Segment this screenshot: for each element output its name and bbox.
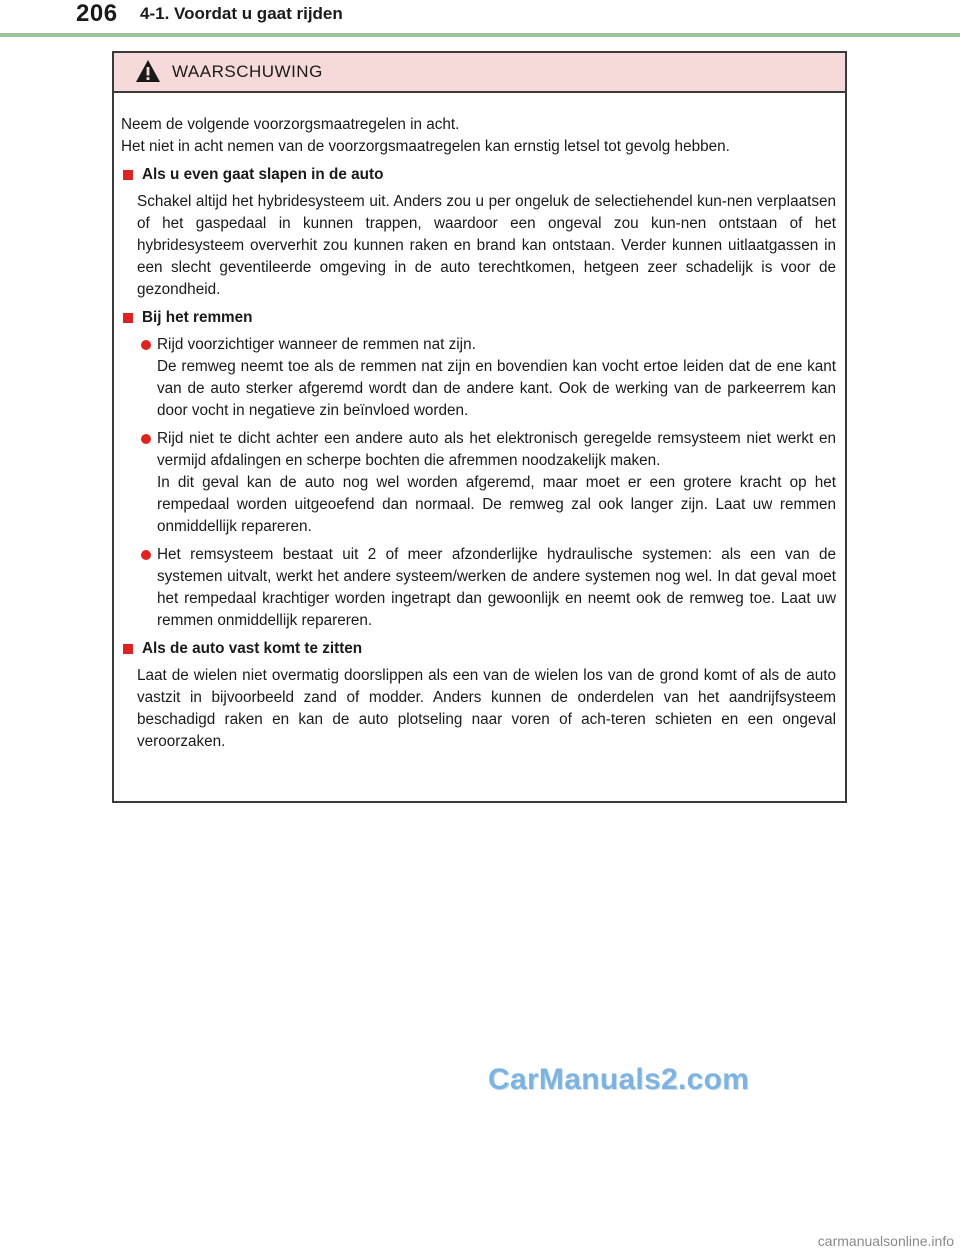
section-heading: [121, 638, 836, 660]
warning-content: [114, 93, 845, 753]
square-bullet-icon: [123, 644, 133, 654]
section-braking: [121, 307, 836, 632]
footer-site-name: carmanualsonline.info: [817, 1233, 954, 1249]
section-sleeping: [121, 164, 836, 301]
bullet-text: Rijd voorzichtiger wanneer de remmen nat zijn.: [157, 336, 476, 353]
warning-triangle-icon: [135, 59, 161, 83]
square-bullet-icon: [123, 313, 133, 323]
section-body: Schakel altijd het hybridesysteem uit. Anders zou u per ongeluk de selectiehendel kun-nen verplaatsen of het gaspedaal in kunnen trappen, waardoor een ongeval zou kun-nen ontstaan of het hybridesysteem oververhit zou kunnen raken en brand kan ontstaan. Verder kunnen uitlaatgassen in een slecht geventileerde omgeving in de auto terechtkomen, hetgeen zeer schadelijk is voor de gezondheid.: [137, 193, 836, 298]
intro-line: Het niet in acht nemen van de voorzorgsmaatregelen kan ernstig letsel tot gevolg hebben.: [121, 138, 730, 155]
bullet-text: Het remsysteem bestaat uit 2 of meer afzonderlijke hydraulische systemen: als een van de systemen uitvalt, werkt het andere systeem/werken de andere systemen nog wel. In dat geval moet het rempedaal krachtiger worden ingetrapt dan gewoonlijk en neemt ook de remweg toe. Laat uw remmen onmiddellijk repareren.: [157, 546, 836, 629]
header-divider: [0, 33, 960, 37]
section-heading-text: Bij het remmen: [142, 309, 253, 326]
round-bullet-icon: [141, 550, 151, 560]
warning-title: WAARSCHUWING: [172, 62, 323, 81]
square-bullet-icon: [123, 170, 133, 180]
section-heading-text: Als u even gaat slapen in de auto: [142, 166, 384, 183]
page-header: [0, 0, 960, 40]
round-bullet-icon: [141, 340, 151, 350]
section-body: Laat de wielen niet overmatig doorslippen als een van de wielen los van de grond komt of als de auto vastzit in bijvoorbeeld zand of modder. Anders kunnen de onderdelen van het aandrijfsysteem beschadigd raken en kan de auto plotseling naar voren of ach-teren schieten en een ongeval veroorzaken.: [137, 667, 836, 750]
section-heading: [121, 307, 836, 329]
bullet-text: Rijd niet te dicht achter een andere auto als het elektronisch geregelde remsysteem niet werkt en vermijd afdalingen en scherpe bochten die afremmen noodzakelijk maken.: [157, 430, 836, 469]
section-stuck: [121, 638, 836, 753]
bullet-text: In dit geval kan de auto nog wel worden afgeremd, maar moet er een grotere kracht op het rempedaal worden uitgeoefend dan normaal. De remweg zal ook langer zijn. Laat uw remmen onmiddellijk repareren.: [157, 474, 836, 535]
warning-box: [112, 51, 847, 803]
section-heading: [121, 164, 836, 186]
round-bullet-icon: [141, 434, 151, 444]
section-heading-text: Als de auto vast komt te zitten: [142, 640, 363, 657]
warning-header: [114, 53, 845, 93]
page-number: 206: [76, 0, 118, 27]
intro-line: Neem de volgende voorzorgsmaatregelen in acht.: [121, 116, 460, 133]
watermark-logo: CarManuals2.com: [488, 1063, 750, 1096]
bullet-text: De remweg neemt toe als de remmen nat zijn en bovendien kan vocht ertoe leiden dat de ene kant van de auto sterker afgeremd wordt dan de andere kant. Ook de werking van de parkeerrem kan door vocht in negatieve zin beïnvloed worden.: [157, 358, 836, 419]
bullet-item: [121, 428, 836, 538]
chapter-title: 4-1. Voordat u gaat rijden: [140, 4, 343, 23]
bullet-item: [121, 334, 836, 422]
bullet-item: [121, 544, 836, 632]
